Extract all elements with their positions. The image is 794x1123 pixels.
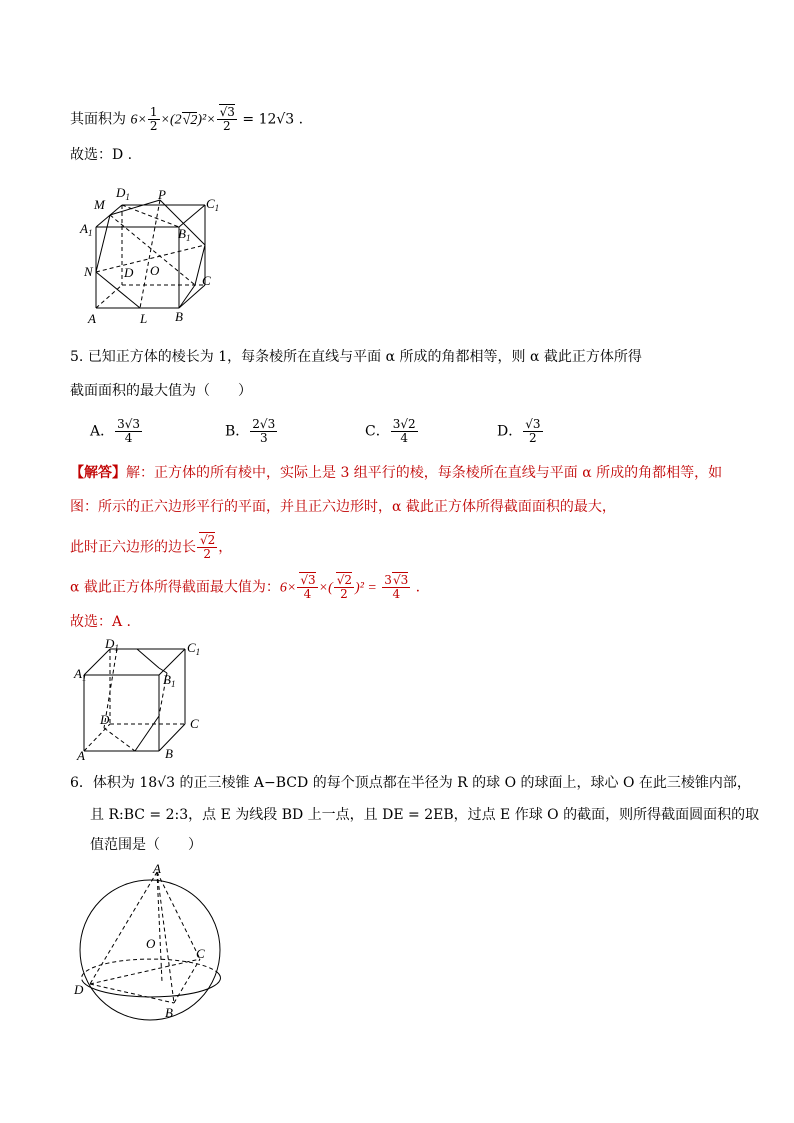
fig1-label-A1: $A_1$ [80, 221, 93, 238]
q4-area-result: = 12√3 . [242, 111, 304, 128]
fig1-label-D1: $D_1$ [116, 185, 130, 202]
fig3-label-A: A [153, 861, 161, 876]
q5-solution-line2: 图：所示的正六边形平行的平面，并且正六边形时，α 截此正方体所得截面面积的最大， [70, 499, 616, 515]
q5-number: 5. [70, 349, 84, 365]
q6-line3: 值范围是（ ） [90, 837, 202, 853]
fig1-label-B1: $B_1$ [178, 226, 191, 243]
q5-choice: 故选：A . [70, 614, 132, 630]
q5-stem-line2: 截面面积的最大值为（ ） [70, 383, 252, 399]
fig3-label-C: C [196, 946, 205, 961]
fig2-label-C: C [190, 716, 199, 731]
fig1-label-C1: $C_1$ [206, 196, 220, 213]
q6-line1: 6．体积为 18√3 的正三棱锥 A−BCD 的每个顶点都在半径为 R 的球 O 的球面上，球心 O 在此三棱锥内部， [70, 775, 751, 791]
cube-figure-1 [78, 183, 238, 328]
q4-area-prefix: 其面积为 [70, 111, 126, 128]
fig1-label-P: P [158, 187, 166, 202]
fig1-label-M: M [94, 197, 105, 212]
fig2-label-A1: $A_1$ [74, 666, 87, 683]
fig2-label-D: D [100, 712, 110, 727]
q5-solution-line1: 【解答】解：正方体的所有棱中，实际上是 3 组平行的棱，每条棱所在直线与平面 α 所成的角都相等，如 [70, 465, 723, 481]
fig3-label-O: O [146, 936, 156, 951]
fig1-label-N: N [84, 264, 93, 279]
fig2-label-C1: $C_1$ [187, 640, 201, 657]
q5-option-d: D． $\frac{√3}{2}$ [497, 417, 541, 445]
q4-choice: 故选：D . [70, 147, 133, 163]
fig2-label-B: B [165, 746, 173, 761]
q5-stem-line1: 5. 已知正方体的棱长为 1，每条棱所在直线与平面 α 所成的角都相等，则 α 截此正方体所得 [70, 349, 642, 365]
fig1-label-O: O [150, 263, 160, 278]
q4-area-line: 其面积为 6× $\frac{1}{2}$ ×(2√2)²× $\frac{√3}{2}$ = 12√3 . [70, 105, 304, 133]
q6-line2: 且 R:BC = 2:3，点 E 为线段 BD 上一点，且 DE = 2EB，过点 E 作球 O 的截面，则所得截面圆面积的取 [90, 807, 760, 823]
q6-number: 6． [70, 775, 93, 791]
q5-option-c: C． $\frac{3√2}{4}$ [365, 417, 416, 445]
cube-figure-2 [75, 638, 215, 763]
q5-option-a: A． $\frac{3√3}{4}$ [90, 417, 141, 445]
q5-solution-line4: α 截此正方体所得截面最大值为：6× $\frac{√3}{4}$ ×( $\frac{√2}{2}$ )² = $\frac{3√3}{4}$ . [70, 573, 421, 601]
q5-solution-line3: 此时正六边形的边长 $\frac{√2}{2}$ ， [70, 533, 233, 561]
fig2-label-A: A [77, 748, 85, 763]
fig1-label-C: C [202, 273, 211, 288]
fig2-label-B1: $B_1$ [163, 672, 176, 689]
q5-option-b: B． $\frac{2√3}{3}$ [225, 417, 276, 445]
fig1-label-D: D [124, 265, 134, 280]
fig1-label-A: A [88, 311, 96, 326]
fig3-label-B: B [165, 1005, 173, 1020]
solution-tag: 【解答】 [70, 465, 126, 481]
fig2-label-D1: $D_1$ [105, 636, 119, 653]
fig3-label-D: D [74, 982, 84, 997]
fig1-label-B: B [175, 309, 183, 324]
fig1-label-L: L [140, 311, 148, 326]
sphere-tetrahedron-figure [72, 863, 232, 1023]
